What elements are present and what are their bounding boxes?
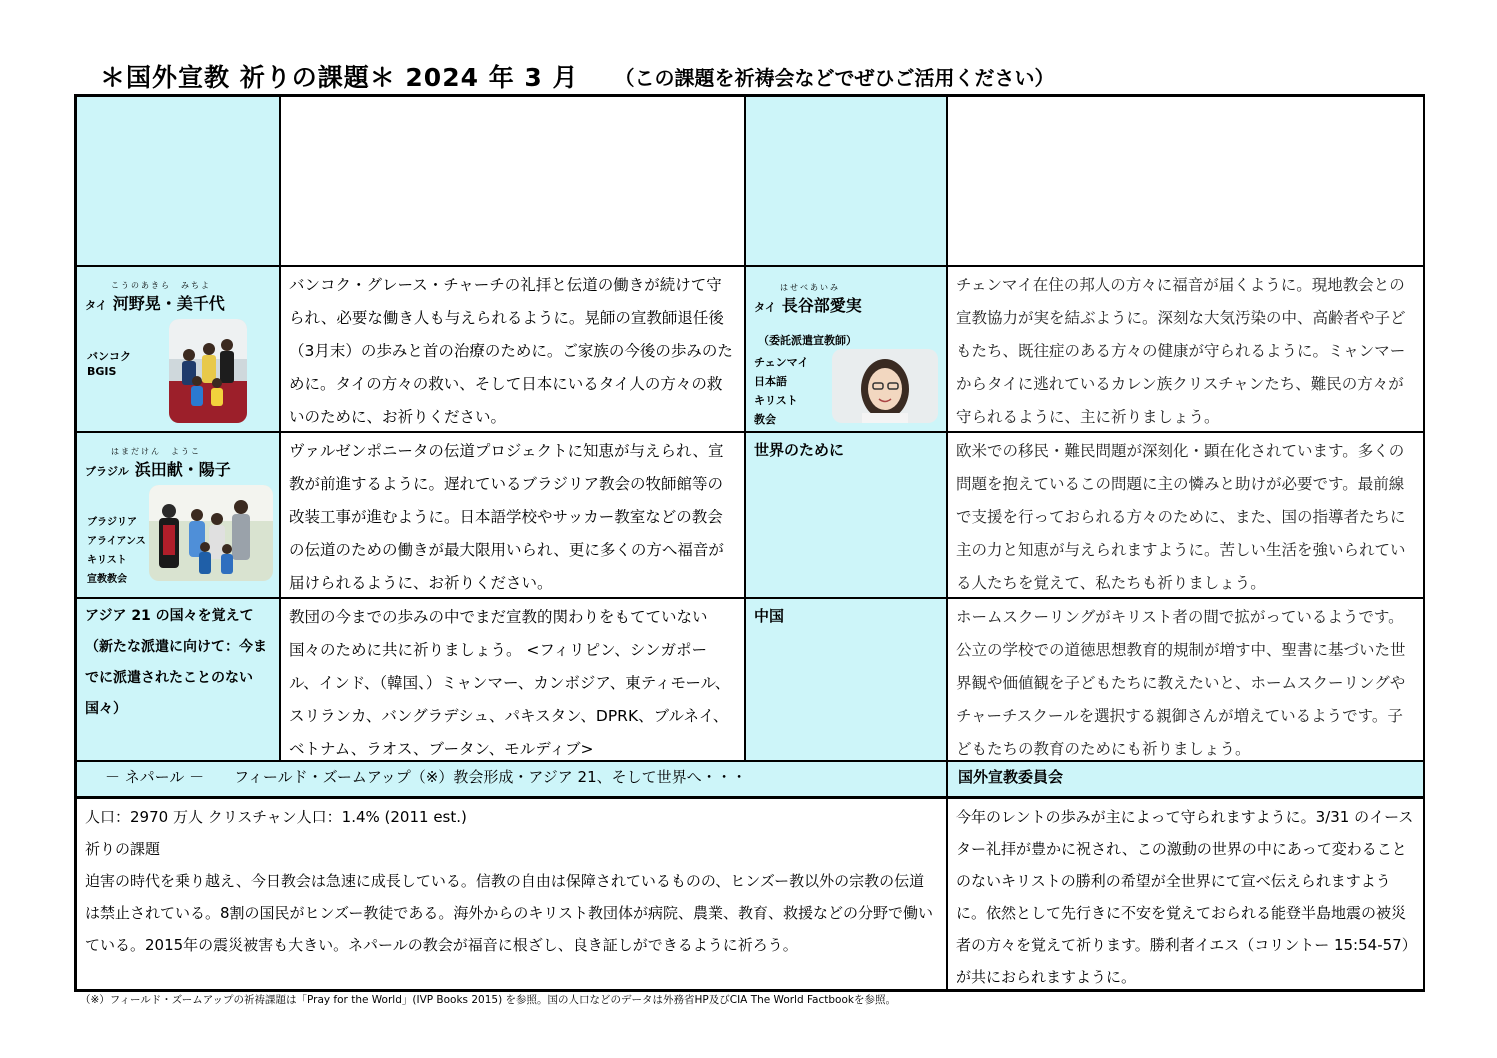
committee-heading-cell — [947, 761, 1425, 797]
nepal-stats: 人口：2970 万人 クリスチャン人口：1.4% (2011 est.) — [85, 808, 467, 826]
thailand-bangkok-label-cell — [76, 266, 280, 432]
prayer-text: 教団の今までの歩みの中でまだ宣教的関わりをもてていない国々のために共に祈りましょう。 <フィリピン、シンガポール、インド、（韓国、）ミャンマー、カンボジア、東ティモール、スリランカ、バングラデシュ、パキスタン、DPRK、ブルネイ、ベトナム、ラオス、ブータン、モルディブ> — [289, 608, 731, 758]
page-title: ＊国外宣教 祈りの課題＊ 2024 年 3 月 — [100, 63, 579, 92]
missionary-name: 河野晃・美千代 — [112, 294, 225, 313]
brazil-label-cell — [76, 432, 280, 598]
committee-body-cell — [947, 797, 1425, 990]
china-label-cell — [745, 598, 947, 761]
name-reading: はせべあいみ — [780, 283, 840, 292]
nepal-body-cell — [76, 797, 947, 990]
empty-label-cell-left — [76, 96, 280, 266]
brazil-prayer-cell — [280, 432, 745, 598]
asia21-prayer-cell — [280, 598, 745, 761]
thailand-chiangmai-label-cell — [745, 266, 947, 432]
name-reading: はまだけん ようこ — [111, 447, 201, 456]
role-label: （委託派遣宣教師） — [758, 334, 857, 347]
section-label: 中国 — [754, 607, 785, 625]
missionary-name: 長谷部愛実 — [781, 296, 862, 315]
country-label: ブラジル — [85, 465, 129, 478]
page-header — [100, 58, 1055, 94]
empty-label-cell-right — [745, 96, 947, 266]
prayer-text: チェンマイ在住の邦人の方々に福音が届くように。現地教会との宣教協力が実を結ぶように。深刻な大気汚染の中、高齢者や子どもたち、既往症のある方々の健康が守られるように。ミャンマーからタイに逃れているカレン族クリスチャンたち、難民の方々が守られるように、主に祈りましょう。 — [956, 276, 1406, 426]
nepal-heading: － ネパール － フィールド・ズームアップ（※）教会形成・アジア 21、そして世界へ・・・ — [105, 768, 747, 786]
missionary-name-kono — [85, 281, 225, 314]
family-photo — [169, 319, 247, 423]
prayer-text: ヴァルゼンポニータの伝道プロジェクトに知恵が与えられ、宣教が前進するように。遅れているブラジリア教会の牧師館等の改装工事が進むように。日本語学校やサッカー教室などの教会の伝道のための働きが最大限用いられ、更に多くの方へ福音が届けられるように、お祈りください。 — [289, 442, 724, 592]
world-label-cell — [745, 432, 947, 598]
country-label: タイ — [754, 301, 776, 314]
china-prayer-cell — [947, 598, 1425, 761]
thailand-chiangmai-prayer-cell — [947, 266, 1425, 432]
location-label: ブラジリア アライアンス キリスト 宣教教会 — [87, 517, 146, 585]
prayer-text: ホームスクーリングがキリスト者の間で拡がっているようです。公立の学校での道徳思想教育的規制が増す中、聖書に基づいた世界観や価値観を子どもたちに教えたいと、ホームスクーリングやチャーチスクールを選択する親御さんが増えているようです。子どもたちの教育のためにも祈りましょう。 — [956, 608, 1406, 758]
nepal-prayer: 迫害の時代を乗り越え、今日教会は急速に成長している。信教の自由は保障されているものの、ヒンズー教以外の宗教の伝道は禁止されている。8割の国民がヒンズー教徒である。海外からのキリスト教団体が病院、農業、教育、救援などの分野で働いている。2015年の震災被害も大きい。ネパールの教会が福音に根ざし、良き証しができるように祈ろう。 — [85, 872, 934, 954]
missionary-name: 浜田献・陽子 — [134, 460, 231, 479]
prayer-table — [74, 94, 1425, 992]
nepal-heading-cell — [76, 761, 947, 797]
committee-heading: 国外宣教委員会 — [958, 768, 1064, 786]
country-label: タイ — [85, 299, 107, 312]
committee-prayer: 今年のレントの歩みが主によって守られますように。3/31 のイースター礼拝が豊かに祝され、この激動の世界の中にあって変わることのないキリストの勝利の希望が全世界にて宣べ伝えられますように。依然として先行きに不安を覚えておられる能登半島地震の被災者の方々を覚えて祈ります。勝利者イエス（コリントー 15:54-57）が共におられますように。 — [956, 808, 1414, 986]
empty-prayer-cell-right — [947, 96, 1425, 266]
family-photo — [149, 485, 273, 581]
prayer-text: バンコク・グレース・チャーチの礼拝と伝道の働きが続けて守られ、必要な働き人も与えられるように。晃師の宣教師退任後（3月末）の歩みと首の治療のために。ご家族の今後の歩みのために。タイの方々の救い、そして日本にいるタイ人の方々の救いのために、お祈りください。 — [289, 276, 733, 426]
page-subtitle: （この課題を祈祷会などでぜひご活用ください） — [614, 65, 1055, 90]
location-label: バンコク BGIS — [87, 350, 131, 378]
prayer-text: 欧米での移民・難民問題が深刻化・顕在化されています。多くの問題を抱えているこの問題に主の憐みと助けが必要です。最前線で支援を行っておられる方々のために、また、国の指導者たちに主の力と知恵が与えられますように。苦しい生活を強いられている人たちを覚えて、私たちも祈りましょう。 — [956, 442, 1406, 592]
missionary-photo — [832, 349, 938, 423]
world-prayer-cell — [947, 432, 1425, 598]
missionary-name-hasebe — [754, 283, 862, 316]
footnote: （※）フィールド・ズームアップの祈祷課題は「Pray for the World」(IVP Books 2015) を参照。国の人口などのデータは外務省HP及びCIA The World Factbookを参照。 — [80, 994, 896, 1006]
empty-prayer-cell-left — [280, 96, 745, 266]
asia21-label-cell — [76, 598, 280, 761]
location-label: チェンマイ 日本語 キリスト 教会 — [754, 356, 809, 426]
nepal-topic-label: 祈りの課題 — [85, 840, 161, 858]
section-label: 世界のために — [754, 441, 845, 459]
missionary-name-hamada — [85, 447, 231, 480]
name-reading: こうのあきら みちよ — [111, 281, 211, 290]
thailand-bangkok-prayer-cell — [280, 266, 745, 432]
section-label: アジア 21 の国々を覚えて（新たな派遣に向けて：今までに派遣されたことのない国々） — [85, 608, 267, 717]
